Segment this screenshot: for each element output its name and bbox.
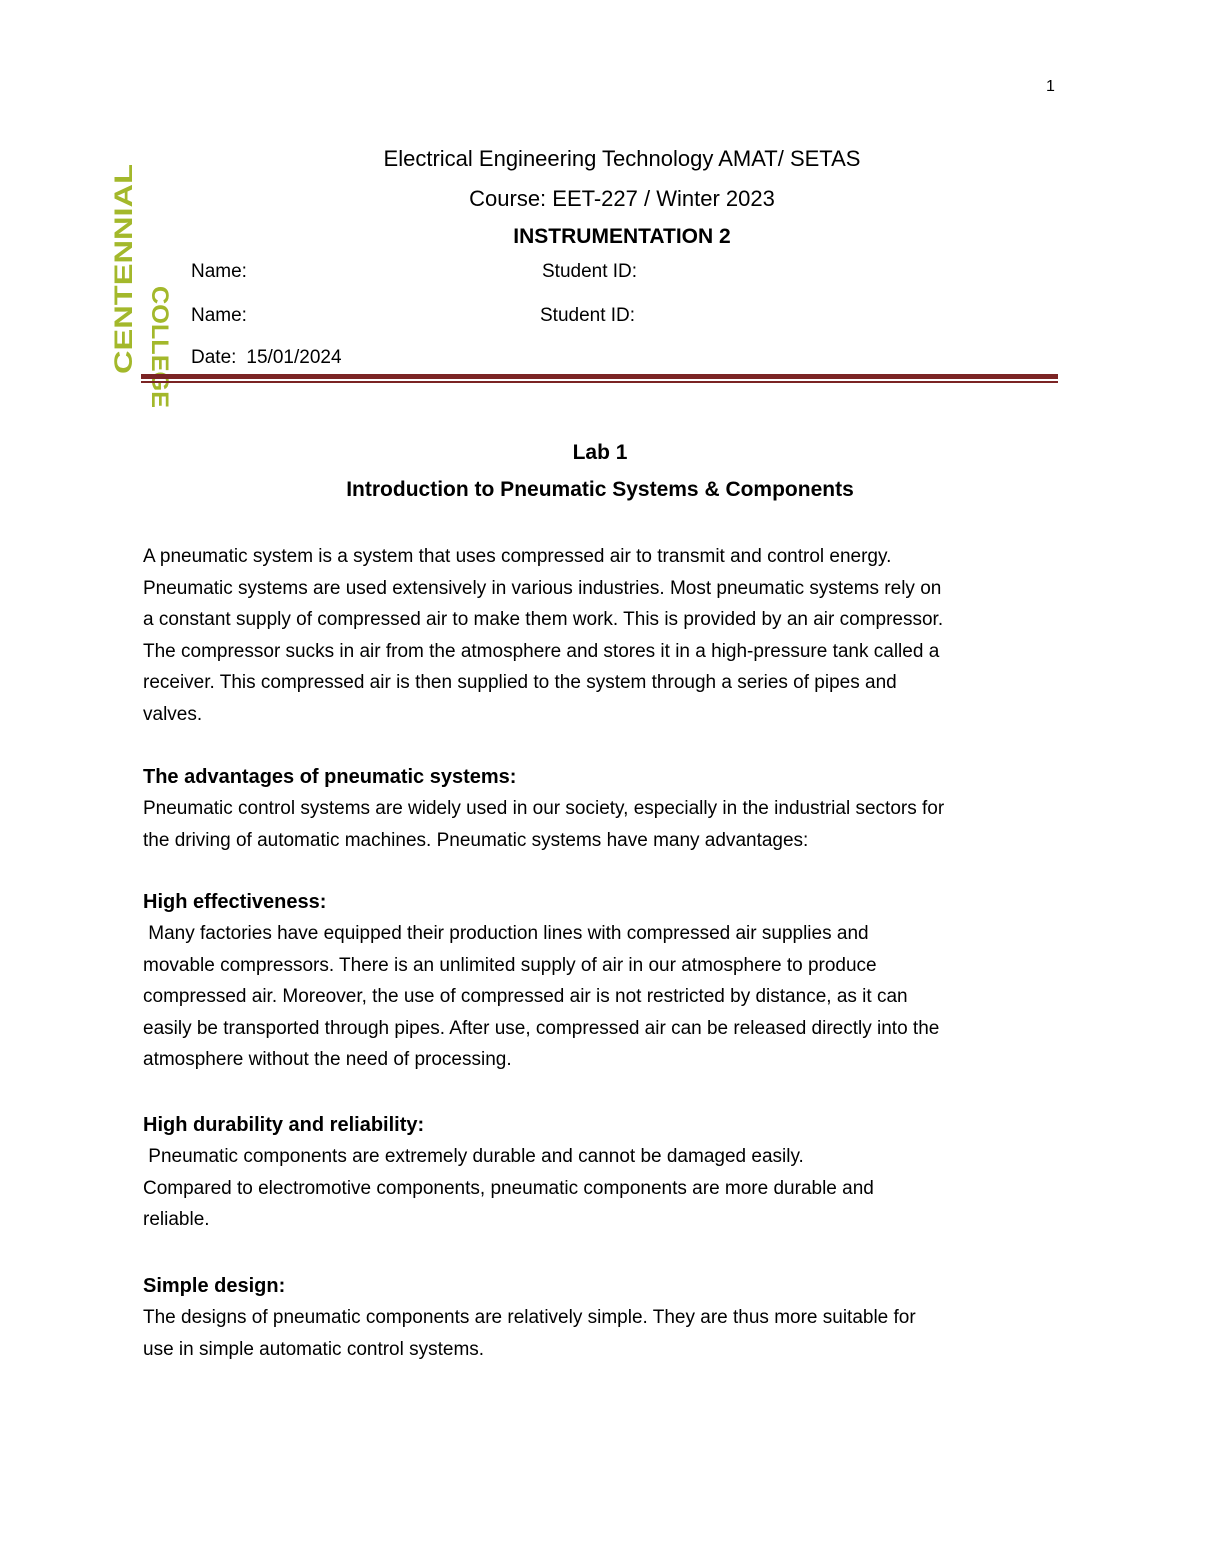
page-number: 1 bbox=[1046, 78, 1055, 95]
section-durability bbox=[143, 1109, 1063, 1236]
section-line: Many factories have equipped their production lines with compressed air supplies and bbox=[143, 923, 869, 944]
subject-title: INSTRUMENTATION 2 bbox=[513, 225, 731, 248]
header-divider-thick bbox=[141, 374, 1058, 379]
section-heading: High effectiveness: bbox=[143, 891, 327, 913]
intro-line: valves. bbox=[143, 703, 203, 725]
section-heading: Simple design: bbox=[143, 1275, 286, 1297]
date-field bbox=[191, 347, 342, 369]
section-advantages bbox=[143, 761, 1063, 856]
section-line: The designs of pneumatic components are relatively simple. They are thus more suitable for bbox=[143, 1307, 916, 1328]
intro-line: The compressor sucks in air from the atmosphere and stores it in a high-pressure tank called a bbox=[143, 640, 940, 662]
intro-paragraph bbox=[143, 541, 1063, 730]
section-line: easily be transported through pipes. After use, compressed air can be released directly into the bbox=[143, 1017, 940, 1039]
logo-text-centennial: CENTENNIAL bbox=[110, 212, 138, 374]
program-title: Electrical Engineering Technology AMAT/ SETAS bbox=[383, 146, 861, 171]
intro-line: Pneumatic systems are used extensively in various industries. Most pneumatic systems rely on bbox=[143, 577, 942, 599]
name-field-2: Name: bbox=[191, 305, 247, 326]
section-line: Pneumatic components are extremely durable and cannot be damaged easily. bbox=[143, 1146, 804, 1167]
section-line: Pneumatic control systems are widely used in our society, especially in the industrial sectors for bbox=[143, 798, 945, 819]
section-line: atmosphere without the need of processing. bbox=[143, 1049, 512, 1070]
section-high-effectiveness bbox=[143, 886, 1063, 1076]
intro-line: A pneumatic system is a system that uses compressed air to transmit and control energy. bbox=[143, 546, 892, 567]
lab-title: Introduction to Pneumatic Systems & Components bbox=[346, 478, 854, 501]
section-line: use in simple automatic control systems. bbox=[143, 1338, 485, 1360]
section-line: Compared to electromotive components, pneumatic components are more durable and bbox=[143, 1177, 874, 1199]
lab-number: Lab 1 bbox=[572, 441, 628, 464]
intro-line: receiver. This compressed air is then supplied to the system through a series of pipes and bbox=[143, 672, 897, 693]
section-line: movable compressors. There is an unlimited supply of air in our atmosphere to produce bbox=[143, 954, 877, 976]
section-simple-design bbox=[143, 1270, 1063, 1365]
section-heading: High durability and reliability: bbox=[143, 1114, 425, 1136]
course-title: Course: EET-227 / Winter 2023 bbox=[469, 186, 775, 211]
student-id-field-2: Student ID: bbox=[540, 305, 636, 326]
section-heading: The advantages of pneumatic systems: bbox=[143, 766, 517, 788]
logo-text-college: COLLEGE bbox=[146, 286, 173, 403]
section-line: compressed air. Moreover, the use of compressed air is not restricted by distance, as it can bbox=[143, 986, 908, 1007]
date-label: Date: bbox=[191, 347, 237, 368]
header-divider-thin bbox=[141, 381, 1058, 383]
section-line: reliable. bbox=[143, 1209, 210, 1230]
section-line: the driving of automatic machines. Pneumatic systems have many advantages: bbox=[143, 829, 809, 851]
student-id-field-1: Student ID: bbox=[542, 261, 638, 282]
intro-line: a constant supply of compressed air to make them work. This is provided by an air compressor. bbox=[143, 609, 944, 630]
date-value: 15/01/2024 bbox=[246, 347, 342, 368]
name-field-1: Name: bbox=[191, 261, 247, 282]
